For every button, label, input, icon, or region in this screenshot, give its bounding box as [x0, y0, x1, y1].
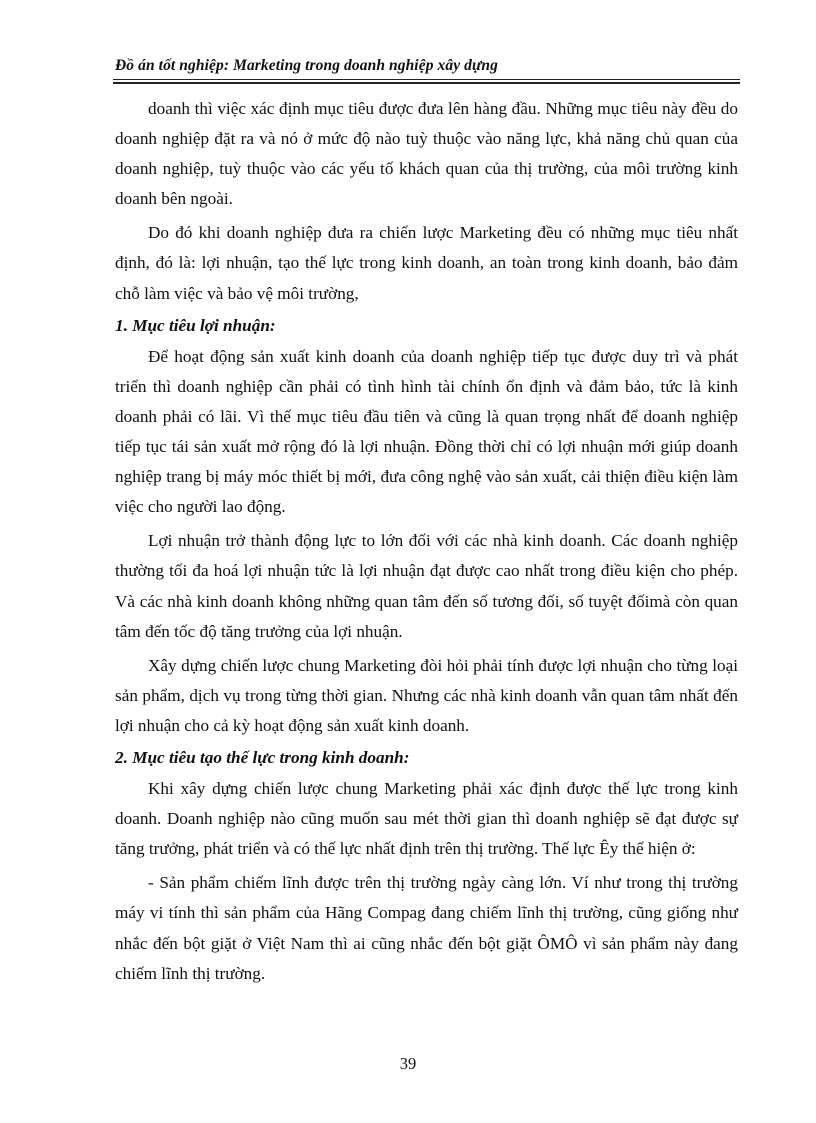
header-rule-thick — [113, 82, 740, 84]
paragraph-profit-3: Xây dựng chiến lược chung Marketing đòi hỏi phải tính được lợi nhuận cho từng loại sản phẩm, dịch vụ trong từng thời gian. Nhưng các nhà kinh doanh vẫn quan tâm nhất đến lợi nhuận cho cả kỳ hoạt động sản xuất kinh doanh. — [115, 655, 738, 735]
paragraph-market-power-1: Khi xây dựng chiến lược chung Marketing phải xác định được thế lực trong kinh doanh. Doanh nghiệp nào cũng muốn sau mét thời gian thì doanh nghiệp sẽ đạt được sự tăng trưởng, phát triển và có thế lực nhất định trên thị trường. Thế lực Êy thể hiện ở: — [115, 779, 738, 859]
paragraph-intro: doanh thì việc xác định mục tiêu được đưa lên hàng đầu. Những mục tiêu này đều do doanh nghiệp đặt ra và nó ở mức độ nào tuỳ thuộc vào năng lực, khả năng chủ quan của doanh nghiệp, tuỳ thuộc vào các yếu tố khách quan của thị trường, của môi trường kinh doanh bên ngoài. — [115, 99, 738, 209]
body-text — [115, 94, 738, 989]
running-header-title: Đồ án tốt nghiệp: Marketing trong doanh nghiệp xây dựng — [115, 57, 498, 74]
paragraph-market-power-2: - Sản phẩm chiếm lĩnh được trên thị trường ngày càng lớn. Ví như trong thị trường máy vi tính thì sản phẩm của Hãng Compag đang chiếm lĩnh thị trường, cũng giống như nhắc đến bột giặt ở Việt Nam thì ai cũng nhắc đến bột giặt ÔMÔ vì sản phẩm này đang chiếm lĩnh thị trường. — [115, 873, 738, 983]
paragraph-objectives: Do đó khi doanh nghiệp đưa ra chiến lược Marketing đều có những mục tiêu nhất định, đó là: lợi nhuận, tạo thế lực trong kinh doanh, an toàn trong kinh doanh, bảo đảm chỗ làm việc và bảo vệ môi trường, — [115, 223, 738, 303]
section-heading-profit: 1. Mục tiêu lợi nhuận: — [115, 315, 276, 335]
paragraph-profit-2: Lợi nhuận trở thành động lực to lớn đối với các nhà kinh doanh. Các doanh nghiệp thường tối đa hoá lợi nhuận tức là lợi nhuận đạt được cao nhất trong điều kiện cho phép. Và các nhà kinh doanh không những quan tâm đến số tương đối, số tuyệt đốimà còn quan tâm đến tốc độ tăng trưởng của lợi nhuận. — [115, 531, 738, 641]
page-number: 39 — [399, 1054, 417, 1073]
paragraph-profit-1: Để hoạt động sản xuất kinh doanh của doanh nghiệp tiếp tục được duy trì và phát triển thì doanh nghiệp cần phải có tình hình tài chính ổn định và đảm bảo, tức là kinh doanh phải có lãi. Vì thế mục tiêu đầu tiên và cũng là quan trọng nhất để doanh nghiệp tiếp tục tái sản xuất mở rộng đó là lợi nhuận. Đồng thời chỉ có lợi nhuận mới giúp doanh nghiệp trang bị máy móc thiết bị mới, đưa công nghệ vào sản xuất, cải thiện điều kiện làm việc cho người lao động. — [115, 346, 738, 517]
header-rule-thin — [113, 79, 740, 80]
section-heading-market-power: 2. Mục tiêu tạo thế lực trong kinh doanh: — [115, 747, 410, 767]
